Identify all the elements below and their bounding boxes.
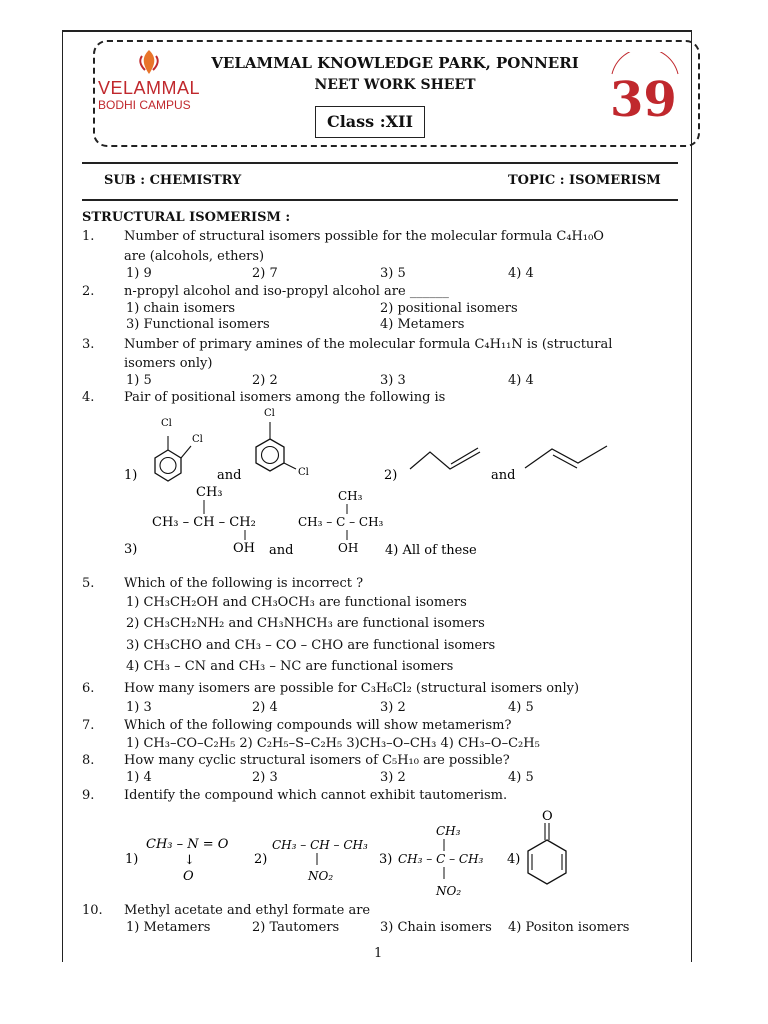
nitroso-formula: CH₃ – N = O bbox=[146, 837, 229, 852]
hydroxyl-label: OH bbox=[233, 541, 255, 556]
option: 4) 5 bbox=[508, 770, 534, 785]
nitro-label: NO₂ bbox=[308, 869, 334, 883]
question-text: Identify the compound which cannot exhibit tautomerism. bbox=[124, 788, 508, 803]
page-number: 1 bbox=[374, 946, 383, 961]
option: 2) CH₃CH₂NH₂ and CH₃NHCH₃ are functional isomers bbox=[126, 616, 485, 631]
school-logo bbox=[98, 48, 201, 120]
option: 4) 5 bbox=[508, 700, 534, 715]
question-number: 2. bbox=[82, 284, 95, 299]
question-text: n-propyl alcohol and iso-propyl alcohol are ______ bbox=[124, 284, 449, 299]
option: 2) 4 bbox=[252, 700, 278, 715]
worksheet-title: NEET WORK SHEET bbox=[314, 77, 476, 93]
option: 1) CH₃CH₂OH and CH₃OCH₃ are functional isomers bbox=[126, 595, 467, 610]
topic-label: TOPIC : ISOMERISM bbox=[508, 173, 661, 188]
question-text: How many cyclic structural isomers of C₅H₁₀ are possible? bbox=[124, 753, 510, 768]
section-title: STRUCTURAL ISOMERISM : bbox=[82, 210, 291, 225]
question-number: 6. bbox=[82, 681, 95, 696]
question-number: 5. bbox=[82, 576, 95, 591]
question-number: 1. bbox=[82, 229, 95, 244]
left-border bbox=[62, 30, 63, 962]
chlorine-label: Cl bbox=[161, 418, 172, 429]
question-number: 7. bbox=[82, 718, 95, 733]
question-text-cont: are (alcohols, ethers) bbox=[124, 249, 265, 264]
option: 3) 2 bbox=[380, 700, 406, 715]
option: 2) positional isomers bbox=[380, 301, 518, 316]
chlorine-label: Cl bbox=[264, 408, 275, 419]
propanol-chain: CH₃ – CH – CH₂ bbox=[152, 515, 256, 530]
option-label: 3) bbox=[124, 542, 138, 557]
option: 2) 2 bbox=[252, 373, 278, 388]
option-label: 2) bbox=[254, 852, 268, 867]
option: 4) 4 bbox=[508, 373, 534, 388]
question-text: Which of the following compounds will show metamerism? bbox=[124, 718, 512, 733]
and-label: and bbox=[491, 468, 516, 483]
question-text: Which of the following is incorrect ? bbox=[124, 576, 364, 591]
divider-bottom bbox=[82, 199, 678, 201]
logo-text-velammal: VELAMMAL bbox=[98, 78, 201, 98]
anniversary-emblem-icon bbox=[604, 52, 686, 124]
logo-flame-icon bbox=[136, 48, 162, 76]
option: 2) 3 bbox=[252, 770, 278, 785]
option: 1) Metamers bbox=[126, 920, 211, 935]
question-number: 4. bbox=[82, 390, 95, 405]
option: 1) chain isomers bbox=[126, 301, 236, 316]
and-label: and bbox=[269, 543, 294, 558]
option-label: 2) bbox=[384, 468, 398, 483]
question-text: Pair of positional isomers among the following is bbox=[124, 390, 446, 405]
option: 3) CH₃CHO and CH₃ – CO – CHO are functional isomers bbox=[126, 638, 496, 653]
question-text: Methyl acetate and ethyl formate are bbox=[124, 903, 371, 918]
divider-top bbox=[82, 162, 678, 164]
tert-chain: CH₃ – C – CH₃ bbox=[298, 515, 384, 529]
chlorine-label: Cl bbox=[298, 467, 309, 478]
right-border bbox=[691, 30, 692, 962]
oxygen-label: O bbox=[183, 869, 194, 884]
nitropropane-chain: CH₃ – CH – CH₃ bbox=[272, 838, 368, 852]
option: 4) CH₃ – CN and CH₃ – NC are functional isomers bbox=[126, 659, 454, 674]
methyl-label: CH₃ bbox=[338, 489, 363, 503]
subject-label: SUB : CHEMISTRY bbox=[104, 173, 242, 188]
question-number: 10. bbox=[82, 903, 103, 918]
option: 3) 2 bbox=[380, 770, 406, 785]
option: 3) 5 bbox=[380, 266, 406, 281]
but-1-ene-skeleton bbox=[410, 452, 480, 469]
chlorine-label: Cl bbox=[192, 434, 203, 445]
hydroxyl-label: OH bbox=[338, 541, 359, 555]
top-border bbox=[62, 30, 692, 32]
option-label: 1) bbox=[125, 852, 139, 867]
option-label: 4) bbox=[507, 852, 521, 867]
coordinate-arrow: ↓ bbox=[184, 853, 195, 868]
option: 1) CH₃–CO–C₂H₅ 2) C₂H₅–S–C₂H₅ 3)CH₃–O–CH₃ 4) CH₃–O–C₂H₅ bbox=[126, 736, 540, 751]
option: 2) 7 bbox=[252, 266, 278, 281]
option: 3) 3 bbox=[380, 373, 406, 388]
option: 1) 5 bbox=[126, 373, 152, 388]
class-label: Class :XII bbox=[315, 106, 425, 138]
option: 4) Positon isomers bbox=[508, 920, 630, 935]
cyclohexadienone-ring bbox=[528, 840, 566, 884]
question-text: Number of structural isomers possible for the molecular formula C₄H₁₀O bbox=[124, 229, 604, 244]
option: 1) 4 bbox=[126, 770, 152, 785]
anniversary-number: 39 bbox=[610, 72, 677, 124]
school-name: VELAMMAL KNOWLEDGE PARK, PONNERI bbox=[211, 54, 579, 72]
option-label: 3) bbox=[379, 852, 393, 867]
option: 2) Tautomers bbox=[252, 920, 340, 935]
methyl-label: CH₃ bbox=[436, 824, 461, 838]
benzene-ring bbox=[256, 439, 284, 471]
option: 4) 4 bbox=[508, 266, 534, 281]
option: 3) Functional isomers bbox=[126, 317, 270, 332]
question-text: How many isomers are possible for C₃H₆Cl₂ (structural isomers only) bbox=[124, 681, 580, 696]
logo-text-bodhi: BODHI CAMPUS bbox=[98, 98, 191, 112]
benzene-ring bbox=[155, 450, 181, 481]
question-text-cont: isomers only) bbox=[124, 356, 213, 371]
question-number: 9. bbox=[82, 788, 95, 803]
option-label: 4) All of these bbox=[385, 543, 477, 558]
option-label: 1) bbox=[124, 468, 138, 483]
option: 1) 9 bbox=[126, 266, 152, 281]
question-number: 3. bbox=[82, 337, 95, 352]
nitro-label: NO₂ bbox=[436, 884, 462, 898]
methyl-label: CH₃ bbox=[196, 485, 223, 500]
question-number: 8. bbox=[82, 753, 95, 768]
q9-structures bbox=[120, 805, 590, 905]
carbonyl-oxygen: O bbox=[542, 809, 553, 824]
option: 3) Chain isomers bbox=[380, 920, 492, 935]
anniversary-logo bbox=[604, 52, 686, 124]
question-text: Number of primary amines of the molecular formula C₄H₁₁N is (structural bbox=[124, 337, 613, 352]
but-2-ene-skeleton bbox=[525, 446, 607, 468]
and-label: and bbox=[217, 468, 242, 483]
option: 4) Metamers bbox=[380, 317, 465, 332]
tert-nitro-chain: CH₃ – C – CH₃ bbox=[398, 852, 484, 866]
option: 1) 3 bbox=[126, 700, 152, 715]
q4-structures bbox=[120, 402, 620, 562]
